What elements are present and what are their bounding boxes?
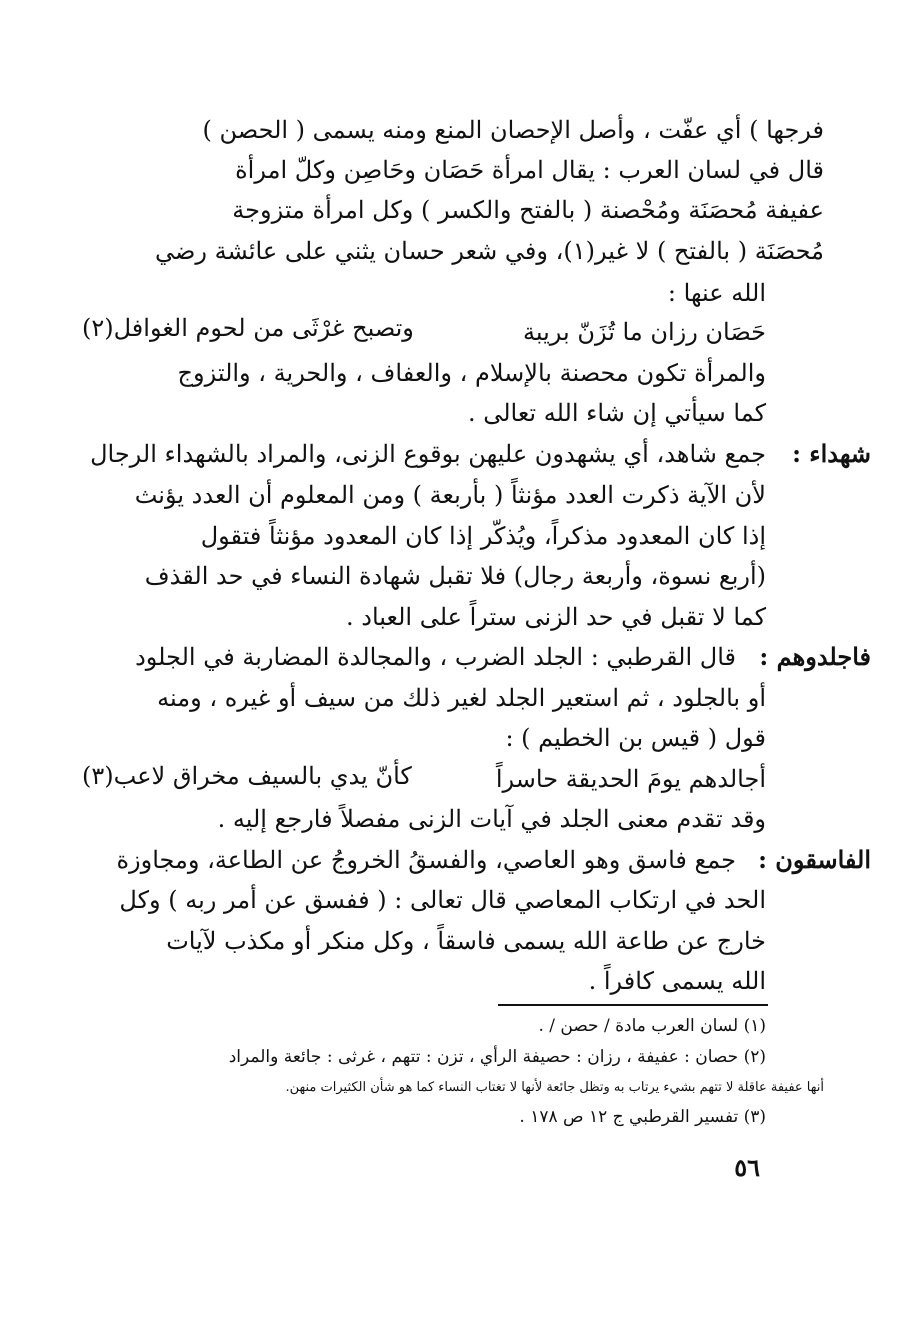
verse-hemistich-left: وتصبح غرْثَى من لحوم الغوافل(٢): [82, 314, 414, 342]
text-line: أو بالجلود ، ثم استعير الجلد لغير ذلك من سيف أو غيره ، ومنه: [157, 684, 766, 712]
footnote-1: (١) لسان العرب مادة / حصن / .: [538, 1016, 766, 1036]
footnote-separator: [498, 1004, 768, 1006]
text-line: جمع فاسق وهو العاصي، والفسقُ الخروجُ عن الطاعة، ومجاوزة: [116, 846, 736, 874]
term-shuhada: شهداء :: [792, 439, 871, 468]
text-line: كما سيأتي إن شاء الله تعالى .: [467, 399, 766, 427]
text-line: قول ( قيس بن الخطيم ) :: [505, 724, 766, 752]
text-line: إذا كان المعدود مذكراً، ويُذكّر إذا كان المعدود مؤنثاً فتقول: [200, 522, 766, 550]
text-line: عفيفة مُحصَنَة ومُحْصنة ( بالفتح والكسر ) وكل امرأة متزوجة: [232, 196, 824, 224]
footnote-2: (٢) حصان : عفيفة ، رزان : حصيفة الرأي ، تزن : تتهم ، غرثى : جائعة والمراد: [228, 1047, 766, 1067]
verse-hemistich-right: أجالدهم يومَ الحديقة حاسراً: [495, 765, 766, 793]
text-line: والمرأة تكون محصنة بالإسلام ، والعفاف ، والحرية ، والتزوج: [177, 359, 766, 387]
text-line: وقد تقدم معنى الجلد في آيات الزنى مفصلاً فارجع إليه .: [217, 805, 766, 833]
text-line: الله يسمى كافراً .: [588, 967, 766, 995]
text-line: قال القرطبي : الجلد الضرب ، والمجالدة المضاربة في الجلود: [135, 643, 736, 671]
text-line: (أربع نسوة، وأربعة رجال) فلا تقبل شهادة النساء في حد القذف: [144, 562, 766, 590]
text-line: قال في لسان العرب : يقال امرأة حَصَان وحَاصِن وكلّ امرأة: [235, 156, 824, 184]
text-line: جمع شاهد، أي يشهدون عليهن بوقوع الزنى، والمراد بالشهداء الرجال: [90, 440, 766, 468]
text-line: الله عنها :: [667, 279, 766, 307]
verse-hemistich-right: حَصَان رزان ما تُزَنّ بريبة: [523, 318, 766, 346]
term-fasiqun: الفاسقون :: [758, 845, 871, 874]
text-line: فرجها ) أي عفّت ، وأصل الإحصان المنع ومنه يسمى ( الحصن ): [202, 116, 824, 144]
text-line: لأن الآية ذكرت العدد مؤنثاً ( بأربعة ) ومن المعلوم أن العدد يؤنث: [134, 481, 766, 509]
text-line: كما لا تقبل في حد الزنى ستراً على العباد .: [346, 603, 766, 631]
term-fajlidu: فاجلدوهم :: [759, 642, 871, 671]
verse-hemistich-left: كأنّ يدي بالسيف مخراق لاعب(٣): [82, 762, 412, 790]
text-line: خارج عن طاعة الله يسمى فاسقاً ، وكل منكر أو مكذب لآيات: [166, 927, 766, 955]
text-line: مُحصَنَة ( بالفتح ) لا غير(١)، وفي شعر حسان يثني على عائشة رضي: [155, 237, 824, 265]
footnote-3: (٣) تفسير القرطبي ج ١٢ ص ١٧٨ .: [519, 1107, 766, 1127]
text-line: الحد في ارتكاب المعاصي قال تعالى : ( ففسق عن أمر ربه ) وكل: [119, 886, 766, 914]
footnote-2-continued: أنها عفيفة عاقلة لا تتهم بشيء يرتاب به وتظل جائعة لأنها لا تغتاب النساء كما هو شأن الكثيرات منهن.: [285, 1080, 824, 1095]
page-number: ٥٦: [734, 1153, 760, 1182]
